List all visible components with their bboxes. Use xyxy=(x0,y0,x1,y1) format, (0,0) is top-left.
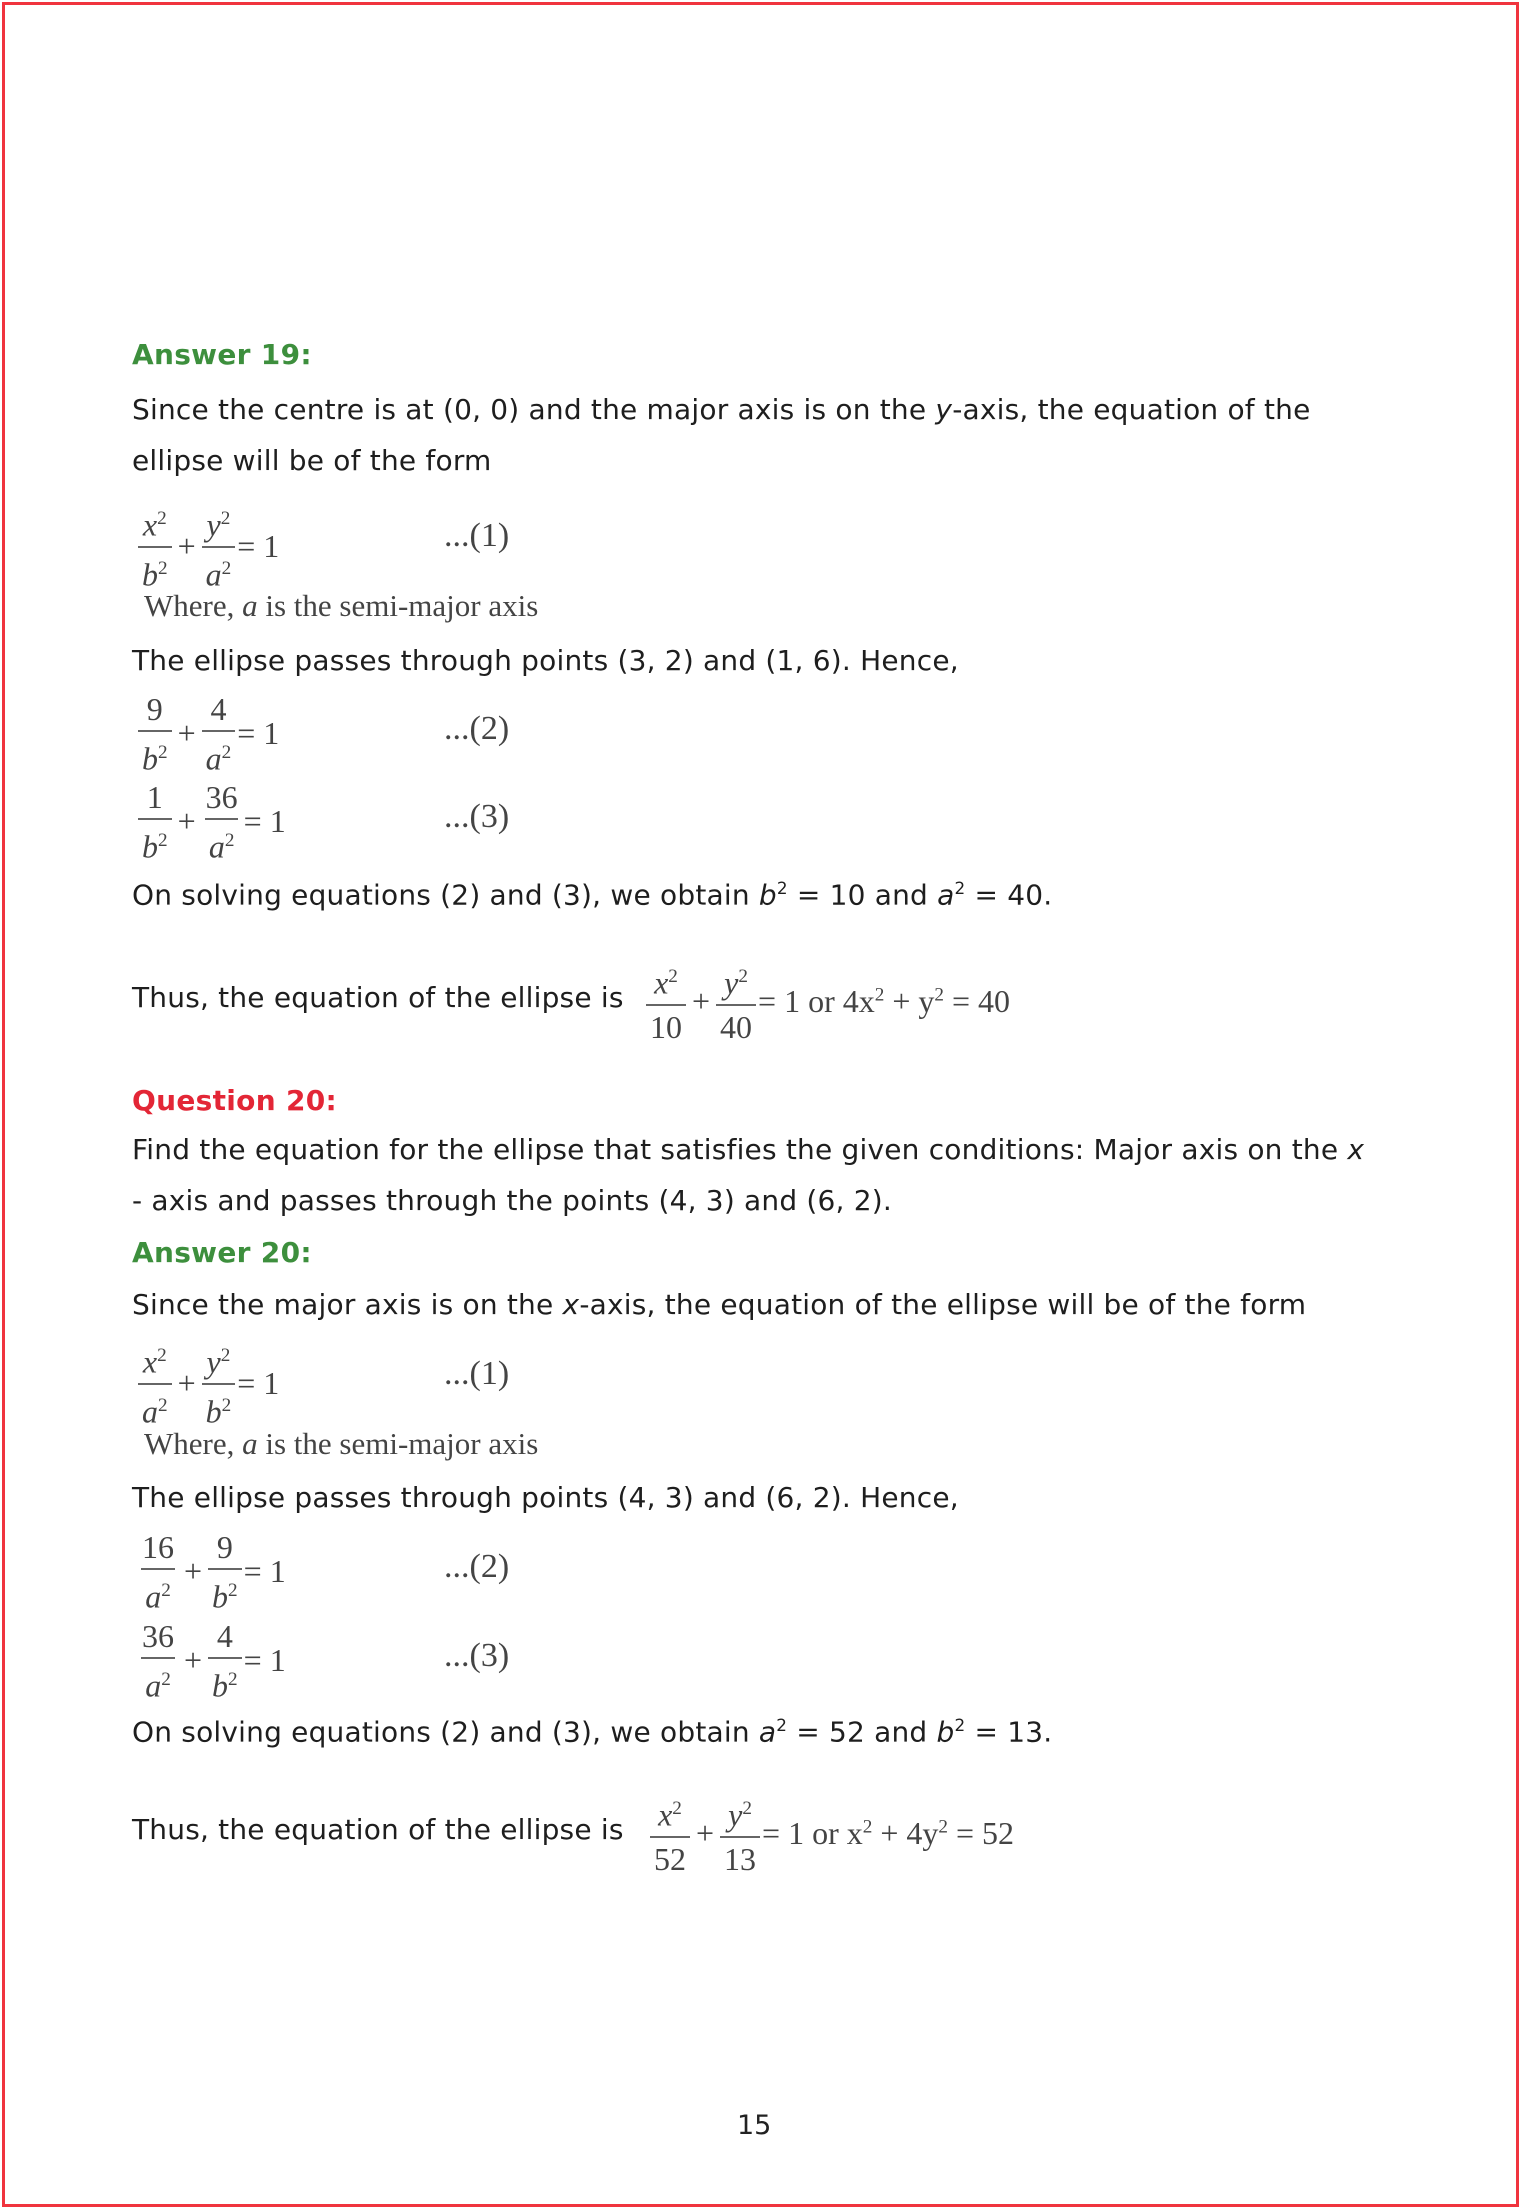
answer-19-passes: The ellipse passes through points (3, 2) and (1, 6). Hence, xyxy=(132,644,959,677)
answer-19-final-equation: $\frac{x^2}{10}$ + $\frac{y^2}{40}$ = 1 or $4x^2 + y^2 = 40$ xyxy=(644,958,1010,1046)
answer-19-where: Where, a is the semi-major axis xyxy=(144,588,539,623)
answer-19-thus: Thus, the equation of the ellipse is xyxy=(132,981,624,1014)
answer-20-eq3: $\frac{36}{a^2}$ + $\frac{4}{b^2}$ = 1 xyxy=(142,1618,286,1704)
page-number: 15 xyxy=(737,2110,772,2141)
answer-20-eq3-tag: ...(3) xyxy=(444,1637,510,1674)
question-20-text: Find the equation for the ellipse that satisfies the given conditions: Major axis on the x - axis and passes through the points (4, 3) and (6, 2). xyxy=(132,1133,1365,1217)
answer-20-heading: Answer 20: xyxy=(132,1236,312,1269)
answer-20-eq1-tag: ...(1) xyxy=(444,1355,510,1392)
answer-20-eq1: $\frac{x^2}{a^2}$ + $\frac{y^2}{b^2}$ = 1 xyxy=(136,1337,279,1430)
answer-20-thus: Thus, the equation of the ellipse is xyxy=(132,1813,624,1846)
answer-19-eq2-tag: ...(2) xyxy=(444,710,510,747)
answer-19-eq1: $\frac{x^2}{b^2}$ + $\frac{y^2}{a^2}$ = 1 xyxy=(136,500,279,593)
answer-20-solve: On solving equations (2) and (3), we obtain $a^2 = 52$ and $b^2 = 13$. xyxy=(132,1715,1053,1749)
answer-19-solve: On solving equations (2) and (3), we obtain $b^2 = 10$ and $a^2 = 40$. xyxy=(132,878,1053,912)
answer-20-final-equation: $\frac{x^2}{52}$ + $\frac{y^2}{13}$ = 1 or $x^2 + 4y^2 = 52$ xyxy=(648,1790,1014,1878)
answer-20-eq2-tag: ...(2) xyxy=(444,1548,510,1585)
answer-20-eq2: $\frac{16}{a^2}$ + $\frac{9}{b^2}$ = 1 xyxy=(142,1529,286,1615)
answer-20-passes: The ellipse passes through points (4, 3) and (6, 2). Hence, xyxy=(132,1481,959,1514)
answer-20-intro: Since the major axis is on the x-axis, the equation of the ellipse will be of the form xyxy=(132,1288,1307,1321)
question-20-heading: Question 20: xyxy=(132,1084,338,1117)
answer-19-intro: Since the centre is at (0, 0) and the major axis is on the y-axis, the equation of the ellipse will be of the form xyxy=(132,393,1311,477)
answer-20-where: Where, a is the semi-major axis xyxy=(144,1426,539,1461)
answer-19-heading: Answer 19: xyxy=(132,338,312,371)
answer-19-eq3-tag: ...(3) xyxy=(444,798,510,835)
answer-19-eq1-tag: ...(1) xyxy=(444,517,510,554)
answer-19-eq2: $\frac{9}{b^2}$ + $\frac{4}{a^2}$ = 1 xyxy=(136,690,279,778)
answer-19-eq3: $\frac{1}{b^2}$ + $\frac{36}{a^2}$ = 1 xyxy=(136,778,286,866)
